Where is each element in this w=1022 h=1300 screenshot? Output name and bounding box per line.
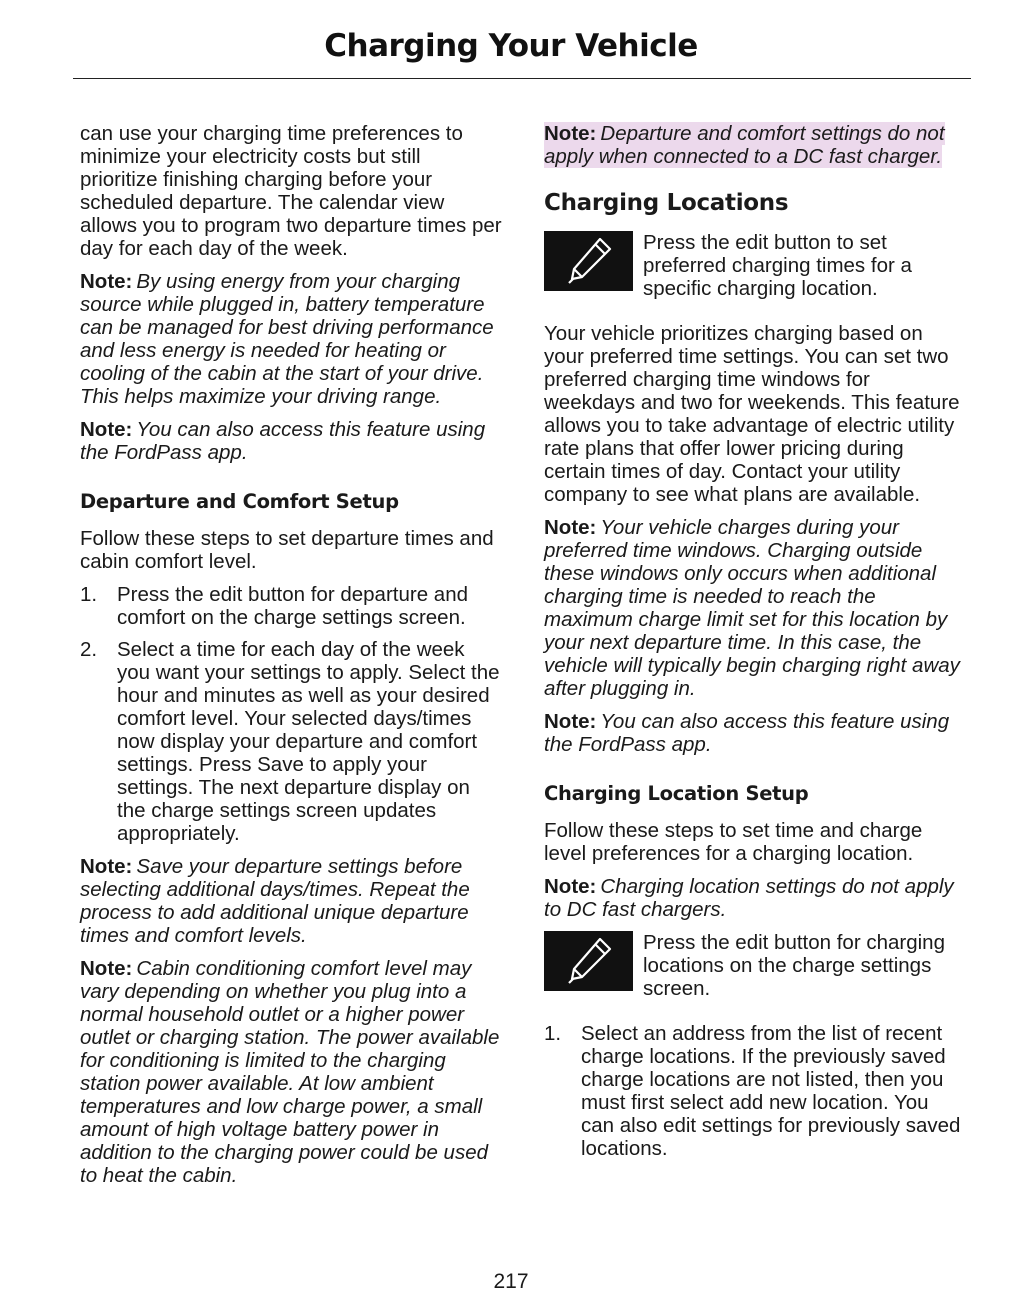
pencil-edit-icon <box>544 931 633 991</box>
note-energy <box>80 270 502 408</box>
page-number: 217 <box>493 1270 529 1293</box>
section-heading-location-setup: Charging Location Setup <box>544 782 809 805</box>
note-label: Note: <box>80 855 133 878</box>
step-text: Press the edit button for departure and comfort on the charge settings screen. <box>117 583 469 629</box>
step-text: Select an address from the list of recent charge locations. If the previously saved charge locations are not listed, then you must first select add new location. You can also edit settings for previously saved locations. <box>581 1022 961 1160</box>
note-label: Note: <box>544 875 597 898</box>
note-time-windows <box>544 516 966 700</box>
steps-intro: Follow these steps to set departure times and cabin comfort level. <box>80 527 494 573</box>
pencil-edit-icon <box>544 231 633 291</box>
note-fordpass-2 <box>544 710 966 756</box>
note-dc-chargers <box>544 875 966 921</box>
step-number: 1. <box>80 583 98 606</box>
charging-priority-paragraph: Your vehicle prioritizes charging based on your preferred time settings. You can set two preferred charging time windows for weekdays and two for weekends. This feature allows you to take advantage of electric utility rate plans that offer lower pricing during certain times of day. Contact your utility company to see what plans are available. <box>544 322 960 506</box>
note-text: By using energy from your charging source while plugged in, battery temperature can be managed for best driving performance and less energy is needed for heating or cooling of the cabin at the start of your drive. This helps maximize your driving range. <box>80 270 494 408</box>
section-heading-charging-locations: Charging Locations <box>544 190 789 216</box>
location-setup-intro: Follow these steps to set time and charge level preferences for a charging location. <box>544 819 923 865</box>
note-text: You can also access this feature using the FordPass app. <box>544 710 950 756</box>
note-text: You can also access this feature using the FordPass app. <box>80 418 486 464</box>
note-save <box>80 855 502 947</box>
note-text: Charging location settings do not apply to DC fast chargers. <box>544 875 954 921</box>
note-text: Departure and comfort settings do not apply when connected to a DC fast charger. <box>544 122 945 168</box>
header-divider <box>73 78 971 79</box>
right-column <box>544 122 966 1170</box>
edit-instruction-2 <box>544 931 966 1000</box>
note-dc-fast <box>544 122 966 168</box>
list-item <box>544 1022 966 1160</box>
note-text: Save your departure settings before selecting additional days/times. Repeat the process to add additional unique departure times and comfort levels. <box>80 855 470 947</box>
note-cabin <box>80 957 502 1187</box>
highlighted-note <box>544 122 945 168</box>
section-heading-departure: Departure and Comfort Setup <box>80 490 399 513</box>
step-text: Select a time for each day of the week you want your settings to apply. Select the hour and minutes as well as your desired comfort level. Your selected days/times now display your departure and comfort settings. Press Save to apply your settings. The next departure display on the charge settings screen updates appropriately. <box>117 638 500 845</box>
list-item <box>80 583 502 629</box>
edit-instruction-text: Press the edit button for charging locations on the charge settings screen. <box>643 931 945 1000</box>
departure-steps-list <box>80 583 502 845</box>
page-title: Charging Your Vehicle <box>324 28 698 64</box>
edit-instruction-1 <box>544 231 966 300</box>
note-label: Note: <box>544 516 597 539</box>
note-label: Note: <box>544 122 597 145</box>
note-label: Note: <box>80 957 133 980</box>
intro-paragraph: can use your charging time preferences to minimize your electricity costs but still prioritize finishing charging before your scheduled departure. The calendar view allows you to program two departure times per day for each day of the week. <box>80 122 502 260</box>
step-number: 2. <box>80 638 98 661</box>
list-item <box>80 638 502 845</box>
pencil-icon-graphic <box>564 235 614 287</box>
location-steps-list <box>544 1022 966 1160</box>
note-label: Note: <box>544 710 597 733</box>
note-fordpass <box>80 418 502 464</box>
note-label: Note: <box>80 270 133 293</box>
step-number: 1. <box>544 1022 562 1045</box>
left-column <box>80 122 502 1197</box>
note-text: Cabin conditioning comfort level may vary depending on whether you plug into a normal household outlet or a higher power outlet or charging station. The power available for conditioning is limited to the charging station power available. At low ambient temperatures and low charge power, a small amount of high voltage battery power in addition to the charging power could be used to heat the cabin. <box>80 957 500 1187</box>
pencil-icon-graphic <box>564 935 614 987</box>
edit-instruction-text: Press the edit button to set preferred charging times for a specific charging location. <box>643 231 912 300</box>
note-label: Note: <box>80 418 133 441</box>
note-text: Your vehicle charges during your preferred time windows. Charging outside these windows only occurs when additional charging time is needed to reach the maximum charge limit set for this location by your next departure time. In this case, the vehicle will typically begin charging right away after plugging in. <box>544 516 960 700</box>
